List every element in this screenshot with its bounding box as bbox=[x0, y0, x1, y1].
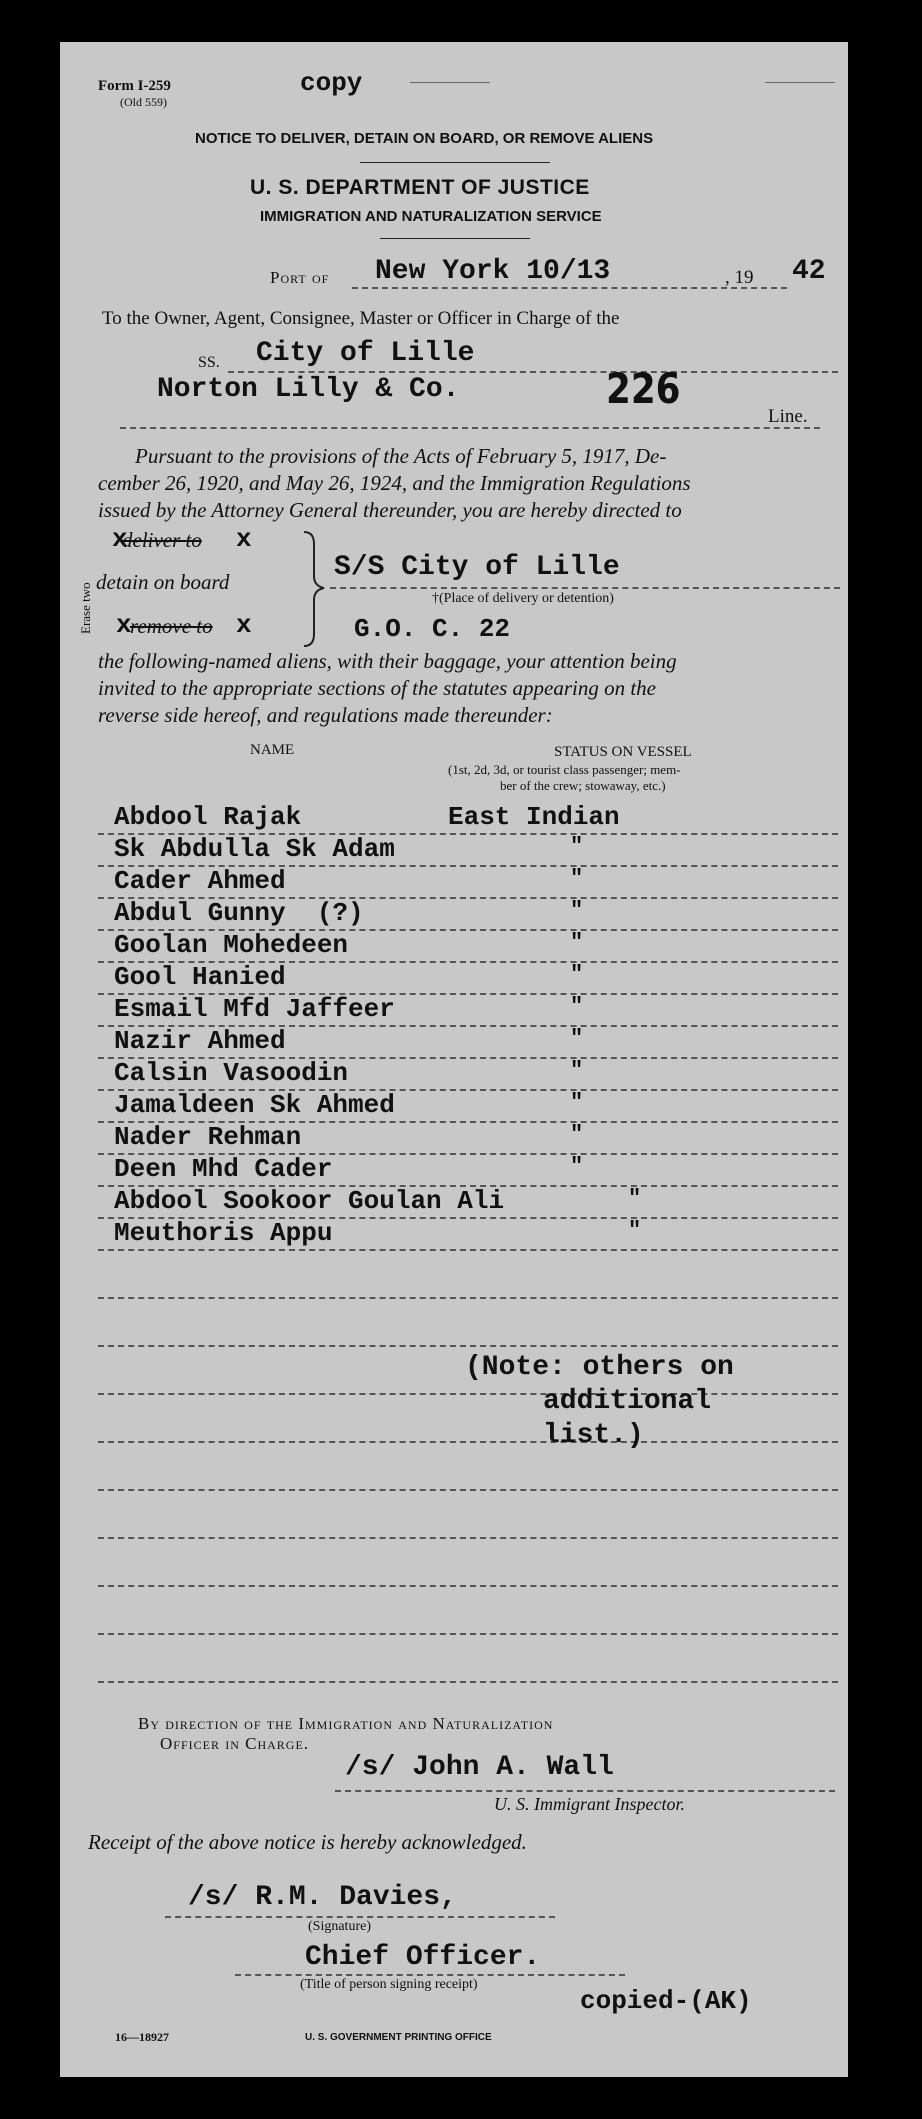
ss-label: SS. bbox=[198, 354, 220, 371]
line-underline bbox=[120, 427, 820, 429]
alien-status: " bbox=[570, 930, 584, 955]
strike-x: x bbox=[236, 524, 252, 554]
signature-caption: (Signature) bbox=[308, 1919, 371, 1934]
table-row-line bbox=[98, 1489, 838, 1491]
table-row-line bbox=[98, 1537, 838, 1539]
alien-status: " bbox=[570, 1058, 584, 1083]
line-label: Line. bbox=[768, 406, 808, 427]
paragraph-line: Pursuant to the provisions of the Acts of February 5, 1917, De- bbox=[135, 444, 667, 468]
note-line: list.) bbox=[543, 1420, 644, 1451]
status-subheader: (1st, 2d, 3d, or tourist class passenger; mem- bbox=[448, 762, 681, 777]
alien-name: Abdool Sookoor Goulan Ali bbox=[114, 1186, 505, 1216]
copied-note: copied-(AK) bbox=[580, 1986, 752, 2016]
form-page bbox=[60, 42, 848, 2077]
alien-status: " bbox=[570, 898, 584, 923]
receiver-title: Chief Officer. bbox=[305, 1942, 541, 1973]
place-underline bbox=[330, 587, 840, 589]
paragraph-line: issued by the Attorney General thereunder, you are hereby directed to bbox=[98, 498, 682, 522]
name-column-header: NAME bbox=[250, 742, 295, 758]
divider bbox=[410, 82, 490, 83]
alien-name: Calsin Vasoodin bbox=[114, 1058, 349, 1088]
printer-line: U. S. GOVERNMENT PRINTING OFFICE bbox=[305, 2032, 492, 2043]
table-row-line bbox=[98, 1345, 838, 1347]
alien-status: " bbox=[570, 962, 584, 987]
form-number: Form I-259 bbox=[98, 78, 171, 94]
alien-name: Sk Abdulla Sk Adam bbox=[114, 834, 395, 864]
ship-underline bbox=[228, 371, 838, 373]
option-remove: remove to bbox=[130, 614, 213, 638]
alien-name: Gool Hanied bbox=[114, 962, 286, 992]
signature-underline bbox=[335, 1790, 835, 1792]
alien-status: " bbox=[570, 1026, 584, 1051]
agent-name: Norton Lilly & Co. bbox=[157, 374, 460, 405]
alien-name: Abdul Gunny (?) bbox=[114, 898, 364, 928]
alien-status: " bbox=[570, 834, 584, 859]
alien-status: " bbox=[628, 1186, 642, 1211]
table-row-line bbox=[98, 1585, 838, 1587]
alien-name: Nader Rehman bbox=[114, 1122, 302, 1152]
department-heading: U. S. DEPARTMENT OF JUSTICE bbox=[250, 176, 590, 199]
note-line: (Note: others on bbox=[465, 1352, 734, 1383]
port-underline bbox=[352, 287, 787, 289]
table-row-line bbox=[98, 1633, 838, 1635]
port-label: Port of bbox=[270, 268, 330, 287]
title-underline bbox=[235, 1974, 625, 1976]
service-heading: IMMIGRATION AND NATURALIZATION SERVICE bbox=[260, 208, 602, 225]
paragraph-line: reverse side hereof, and regulations made thereunder: bbox=[98, 703, 553, 727]
inspector-signature: /s/ John A. Wall bbox=[345, 1752, 614, 1783]
direction-line: By direction of the Immigration and Naturalization bbox=[138, 1714, 554, 1733]
divider bbox=[765, 82, 835, 83]
table-row-line bbox=[98, 1297, 838, 1299]
paragraph-line: invited to the appropriate sections of the statutes appearing on the bbox=[98, 676, 656, 700]
paragraph-line: cember 26, 1920, and May 26, 1924, and the Immigration Regulations bbox=[98, 471, 691, 495]
to-line: To the Owner, Agent, Consignee, Master or Officer in Charge of the bbox=[102, 308, 620, 329]
place-value: S/S City of Lille bbox=[334, 552, 620, 583]
old-form-number: (Old 559) bbox=[120, 95, 167, 109]
alien-name: Goolan Mohedeen bbox=[114, 930, 349, 960]
erase-two-label: Erase two bbox=[78, 582, 93, 634]
inspector-title: U. S. Immigrant Inspector. bbox=[494, 1794, 685, 1814]
alien-name: Deen Mhd Cader bbox=[114, 1154, 333, 1184]
title-caption: (Title of person signing receipt) bbox=[300, 1977, 478, 1992]
copy-stamp: copy bbox=[300, 68, 363, 98]
option-detain: detain on board bbox=[96, 570, 230, 594]
alien-status: " bbox=[570, 1154, 584, 1179]
options-brace bbox=[300, 530, 330, 648]
note-line: additional bbox=[543, 1386, 712, 1417]
strike-x: x bbox=[116, 610, 132, 640]
alien-name: Esmail Mfd Jaffeer bbox=[114, 994, 395, 1024]
alien-name: Cader Ahmed bbox=[114, 866, 286, 896]
table-row-line bbox=[98, 1441, 838, 1443]
table-row-line bbox=[98, 1393, 838, 1395]
notice-title: NOTICE TO DELIVER, DETAIN ON BOARD, OR REMOVE ALIENS bbox=[195, 130, 654, 147]
strike-x: x bbox=[236, 610, 252, 640]
direction-line: Officer in Charge. bbox=[160, 1734, 310, 1753]
status-subheader: ber of the crew; stowaway, etc.) bbox=[500, 778, 666, 793]
signature-underline bbox=[165, 1916, 555, 1918]
alien-name: Nazir Ahmed bbox=[114, 1026, 286, 1056]
strike-x: x bbox=[112, 524, 128, 554]
alien-status: " bbox=[570, 1090, 584, 1115]
ship-number: 226 bbox=[606, 364, 681, 413]
divider bbox=[360, 162, 550, 163]
port-value: New York 10/13 bbox=[375, 256, 611, 287]
receipt-text: Receipt of the above notice is hereby acknowledged. bbox=[88, 1830, 527, 1854]
print-code: 16—18927 bbox=[115, 2030, 169, 2044]
ship-name: City of Lille bbox=[256, 338, 475, 369]
alien-status: " bbox=[570, 1122, 584, 1147]
year-prefix: , 19 bbox=[725, 267, 754, 288]
place-caption: †(Place of delivery or detention) bbox=[432, 591, 614, 606]
divider bbox=[380, 238, 530, 239]
year-value: 42 bbox=[792, 256, 826, 287]
table-row-line bbox=[98, 1681, 838, 1683]
alien-status: " bbox=[570, 994, 584, 1019]
alien-name: Meuthoris Appu bbox=[114, 1218, 333, 1248]
alien-status: " bbox=[570, 866, 584, 891]
alien-name: Abdool Rajak bbox=[114, 802, 302, 832]
option-deliver: deliver to bbox=[122, 528, 202, 552]
alien-status: East Indian bbox=[448, 802, 620, 832]
status-column-header: STATUS ON VESSEL bbox=[554, 744, 692, 760]
receiver-signature: /s/ R.M. Davies, bbox=[188, 1882, 457, 1913]
alien-name: Jamaldeen Sk Ahmed bbox=[114, 1090, 395, 1120]
alien-status: " bbox=[628, 1218, 642, 1243]
authority-value: G.O. C. 22 bbox=[354, 614, 511, 644]
paragraph-line: the following-named aliens, with their baggage, your attention being bbox=[98, 649, 677, 673]
table-row-line bbox=[98, 1249, 838, 1251]
